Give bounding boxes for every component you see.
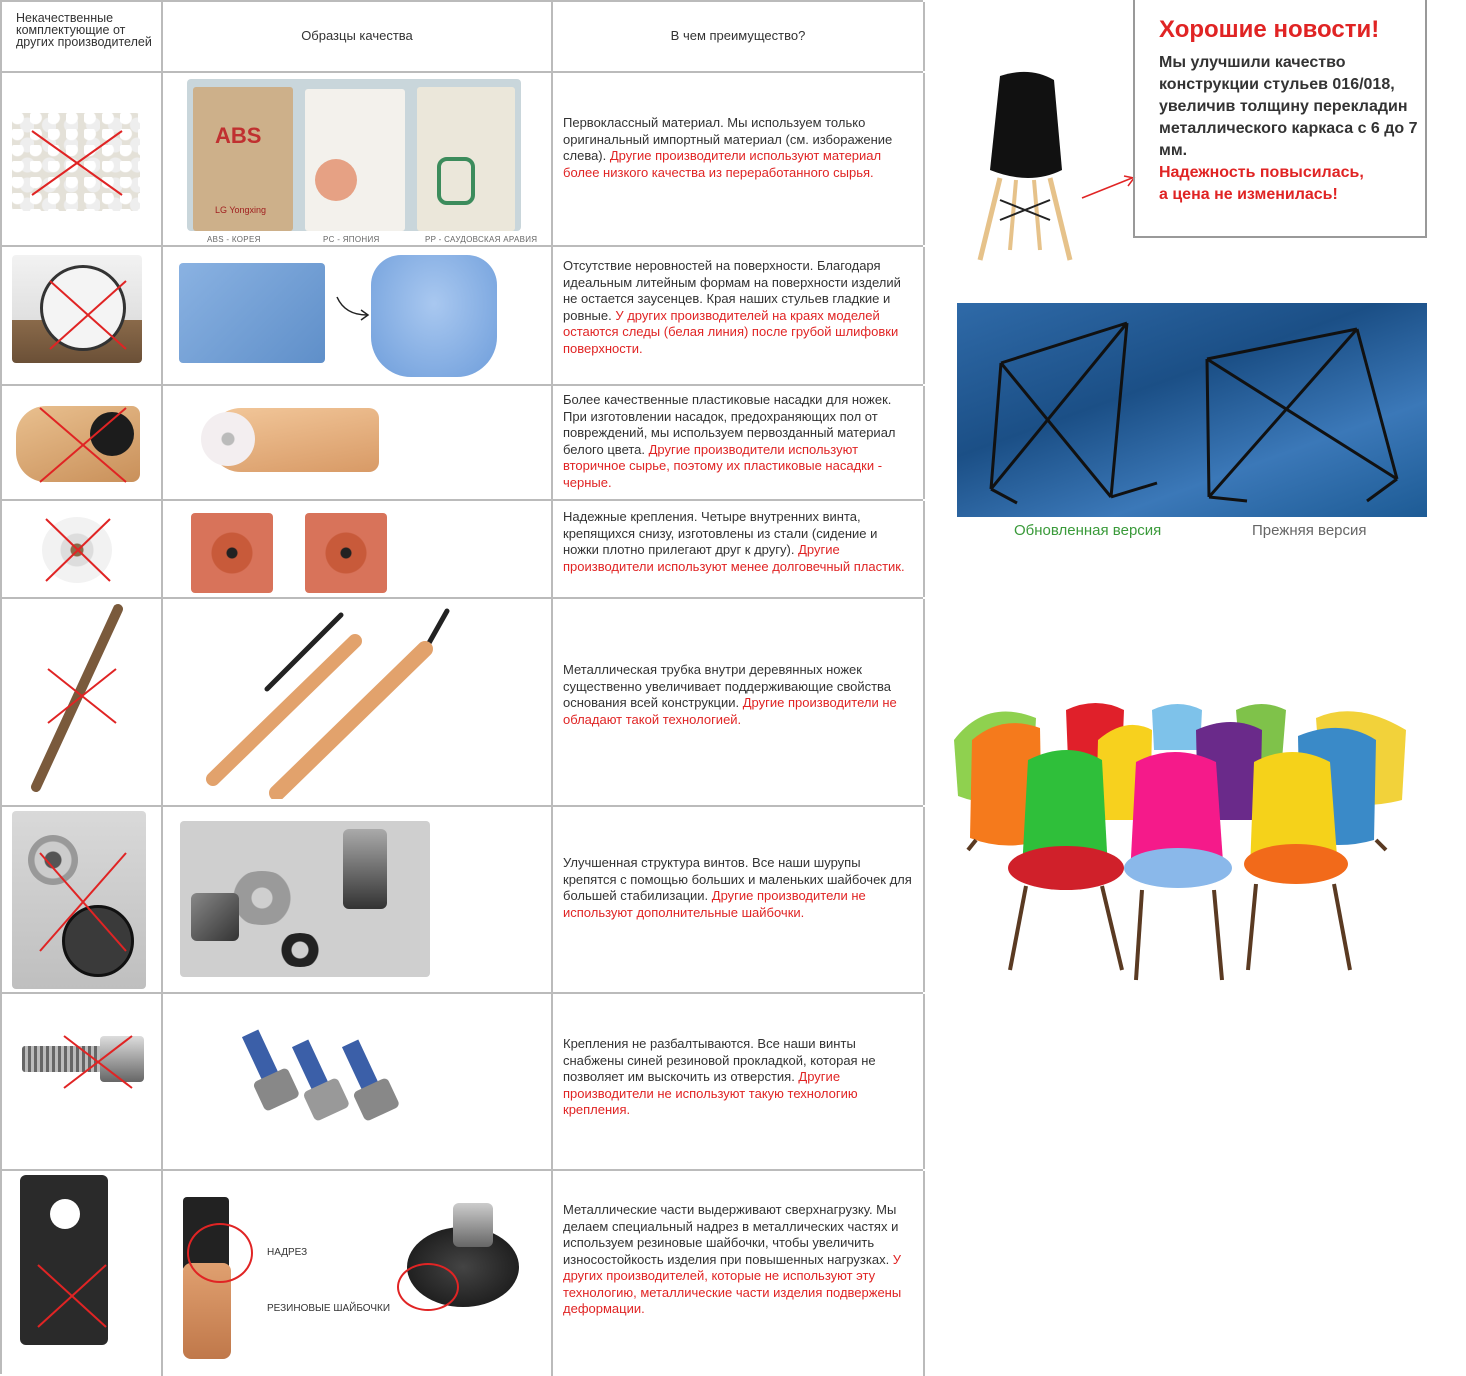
advantage-text: Улучшенная структура винтов. Все наши шурупы крепятся с помощью больших и маленьких шайбочек для большей стабилизации. Другие производители не используют дополнительные шайбочки. — [563, 855, 912, 920]
colorful-chairs-image — [946, 700, 1416, 982]
table-row — [2, 501, 923, 599]
advantage-text: Более качественные пластиковые насадки для ножек. При изготовлении насадок, предохраняющих пол от повреждений, мы используем первозданный материал белого цвета. Другие производители используют вторичное сырье, поэтому их пластиковые насадки - черные. — [563, 392, 896, 490]
steel-mount-image-1 — [191, 513, 273, 593]
table-row — [2, 807, 923, 994]
advantage-text: Крепления не разбалтываются. Все наши винты снабжены синей резиновой прокладкой, которая не позволяет им выскочить из отверстия. Другие производители не используют такую технологию крепления. — [563, 1036, 876, 1117]
arrow-icon — [333, 293, 373, 323]
cross-icon — [22, 123, 132, 203]
advantage-text: Металлические части выдерживают сверхнагрузку. Мы делаем специальный надрез в металлических частях и используем резиновые шайбочки, чтобы увеличить износостойкость изделия при повышенных нагрузках. У других производителей, которые не используют эту технологию, металлические части изделия подвержены деформации. — [563, 1202, 902, 1316]
news-box — [1133, 0, 1427, 238]
updated-version-label: Обновленная версия — [1014, 522, 1162, 539]
cross-icon — [58, 1032, 138, 1092]
table-row — [2, 1171, 923, 1376]
bracket-hole — [50, 1199, 80, 1229]
table-row — [2, 247, 923, 386]
advantage-text: Первоклассный материал. Мы используем только оригинальный импортный материал (см. изборажение слева). Другие производители используют материал более низкого качества из переработанного сырья. — [563, 115, 893, 180]
small-washer — [277, 933, 323, 967]
cross-icon — [32, 1261, 112, 1331]
washer-bolt — [453, 1203, 493, 1247]
table-row — [2, 994, 923, 1171]
black-chair-image — [970, 70, 1080, 270]
news-title: Хорошие новости! — [1159, 16, 1380, 43]
table-row — [2, 386, 923, 501]
legs-with-metal-tube-image — [203, 603, 463, 799]
white-cap — [201, 412, 255, 466]
table-header-row — [2, 2, 923, 73]
cross-icon — [42, 665, 122, 727]
caption-abs: ABS - КОРЕЯ — [207, 235, 261, 244]
news-highlight-1: Надежность повысилась, — [1159, 164, 1364, 181]
smooth-edge-closeup-image — [179, 263, 325, 363]
cross-icon — [32, 402, 132, 488]
advantage-text: Отсутствие неровностей на поверхности. Благодаря идеальным литейным формам на поверхности изделий не остается заусенцев. Края наших стульев гладкие и ровные. У других производителей на краях моделей остаются следы (белая линия) после грубой шлифовки поверхности. — [563, 258, 901, 356]
header-col-advantage: В чем преимущество? — [670, 28, 806, 43]
previous-version-label: Прежняя версия — [1252, 522, 1367, 539]
cross-icon — [42, 275, 132, 355]
washers-annotation: РЕЗИНОВЫЕ ШАЙБОЧКИ — [267, 1303, 391, 1314]
cut-annotation: НАДРЕЗ — [267, 1247, 308, 1258]
pc-bag — [305, 89, 405, 231]
frames-drawing — [957, 303, 1427, 517]
highlight-circle — [397, 1263, 459, 1311]
material-bags-image — [187, 79, 521, 231]
screw-right — [343, 829, 387, 909]
pp-bag — [417, 87, 515, 231]
steel-mount-image-2 — [305, 513, 387, 593]
arrow-icon — [1080, 170, 1140, 200]
header-col-inferior: Некачественные комплектующие от других производителей — [16, 11, 152, 49]
table-row — [2, 599, 923, 807]
news-body: Мы улучшили качество конструкции стульев 016/018, увеличив толщину перекладин металлического каркаса с 6 до 7 мм. — [1159, 54, 1418, 159]
lg-bag-label: LG Yongxing — [215, 205, 267, 215]
cross-icon — [32, 847, 132, 957]
table-row — [2, 73, 923, 247]
advantage-text: Металлическая трубка внутри деревянных ножек существенно увеличивает поддерживающие свойства основания всей конструкции. Другие производители не обладают такой технологией. — [563, 662, 897, 727]
metal-frames-image — [957, 303, 1427, 517]
blue-seat-image — [371, 255, 497, 377]
advantage-text: Надежные крепления. Четыре внутренних винта, крепящихся снизу, изготовлены из стали (сидение и ножки плотно прилегают друг к другу). Другие производители используют менее долговечный пластик. — [563, 509, 905, 574]
bolts-with-blue-lock-image — [233, 1020, 413, 1130]
news-highlight-2: а цена не изменилась! — [1159, 186, 1338, 203]
highlight-circle — [187, 1223, 253, 1283]
cross-icon — [40, 515, 116, 585]
caption-pp: PP - САУДОВСКАЯ АРАВИЯ — [425, 235, 538, 244]
abs-bag-label: ABS — [215, 123, 262, 148]
abs-bag — [193, 87, 293, 231]
header-col-samples: Образцы качества — [301, 28, 413, 43]
caption-pc: PC - ЯПОНИЯ — [323, 235, 380, 244]
screw-left — [191, 893, 239, 941]
